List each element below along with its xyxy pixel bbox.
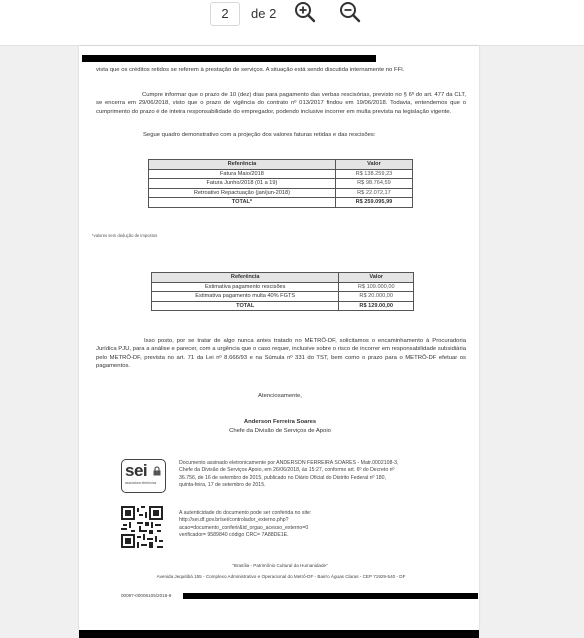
table-cell: R$ 109.000,00 xyxy=(339,282,414,292)
table-row xyxy=(149,169,413,179)
sei-logo xyxy=(121,459,166,493)
address-line: Avenida Jequitibá 155 - Complexo Administrativo e Operacional do Metrô-DF - Bairro Águas Claras - CEP 71929-540 - DF xyxy=(156,574,406,579)
table-cell: Retroativo Repactuação (jan/jun-2018) xyxy=(149,188,336,198)
table-cell: Estimativa pagamento rescisões xyxy=(152,282,339,292)
paragraph-1: vista que os créditos retidos se referem à prestação de serviços. A situação está sendo discutida internamente no FFI. xyxy=(96,67,405,73)
table-total-row xyxy=(152,301,414,311)
invoices-table xyxy=(148,159,413,208)
table-cell: Estimativa pagamento multa 40% FGTS xyxy=(152,292,339,302)
table-cell: R$ 20.000,00 xyxy=(339,292,414,302)
authenticity-text: A autenticidade do documento pode ser conferida no site: http://sei.df.gov.br/sei/controlador_externo.php? acao=documento_conferir&id_orgao_acesso_externo=0 verificador= 9589840 código CRC= 7A88DE1E. xyxy=(179,510,312,539)
qr-code-icon xyxy=(121,506,163,548)
table-row xyxy=(149,179,413,189)
table-row xyxy=(152,282,414,292)
sei-logo-word: sei xyxy=(125,461,148,480)
table-header: Referência xyxy=(152,273,339,283)
termination-table xyxy=(151,272,414,311)
sei-logo-subtitle: assinatura eletrônica xyxy=(125,481,157,485)
table-row xyxy=(152,292,414,302)
table-cell: R$ 129.00,00 xyxy=(339,301,414,311)
table-cell: R$ 259.095,99 xyxy=(335,198,412,208)
table-header: Valor xyxy=(339,273,414,283)
paragraph-2: Cumpre informar que o prazo de 10 (dez) dias para pagamento das verbas rescisórias, previsto no § 6º do art. 477 da CLT, se encerra em 29/06/2018, visto que o prazo de vigência do contrato nº 013/2017 findou em 19/06/2018. Todavia, entendemos que o cumprimento do prazo é de inteira responsabilidade do empregador, podendo inclusive incorrer em multa prevista na legislação vigente. xyxy=(96,92,466,115)
zoom-out-icon[interactable] xyxy=(338,0,362,24)
paragraph-4: Isso posto, por se tratar de algo nunca antes tratado no METRÔ-DF, solicitamos o encaminhamento à Procuradoria Jurídica PJU, para a análise e parecer, com a urgência que o caso requer, inclusive sobre o risco de incorrer em responsabilidade subsidiária pelo METRÔ-DF, prevista no art. 71 da Lei nº 8.666/93 e na Súmula nº 331 do TST, bem como o prazo para o METRÔ-DF efetuar os pagamentos. xyxy=(96,338,466,369)
redacted-footer xyxy=(183,593,478,599)
zoom-in-icon[interactable] xyxy=(293,0,317,24)
page-count-label: de 2 xyxy=(251,6,277,21)
table-cell: R$ 98.764,59 xyxy=(335,179,412,189)
next-page-edge xyxy=(79,630,479,638)
signer-role: Chefe da Divisão de Serviços de Apoio xyxy=(229,428,331,434)
table-cell: Fatura Maio/2018 xyxy=(149,169,336,179)
process-number: 00097-00006105/2018-9 xyxy=(121,593,172,598)
table-total-row xyxy=(149,198,413,208)
pdf-toolbar xyxy=(0,0,584,46)
table-cell: TOTAL* xyxy=(149,198,336,208)
signer-name: Anderson Ferreira Soares xyxy=(243,419,317,425)
heritage-line: "Brasília - Patrimônio Cultural da Humanidade" xyxy=(232,563,328,568)
paragraph-3: Segue quadro demonstrativo com a projeção dos valores faturas retidas e das rescisões: xyxy=(143,132,376,138)
table-cell: R$ 22.072,17 xyxy=(335,188,412,198)
table-header: Referência xyxy=(149,160,336,170)
lock-icon xyxy=(152,466,162,476)
footnote: *valores sem dedução de impostos xyxy=(92,233,158,238)
table-row xyxy=(149,188,413,198)
table-cell: TOTAL xyxy=(152,301,339,311)
page-number-input[interactable]: 2 xyxy=(210,2,240,26)
table-cell: R$ 138.259,23 xyxy=(335,169,412,179)
table-header: Valor xyxy=(335,160,412,170)
redacted-header xyxy=(82,55,376,62)
signature-text: Documento assinado eletronicamente por ANDERSON FERREIRA SOARES - Matr.0002108-3, Chefe da Divisão de Serviços Apoio, em 26/06/2018, às 15:27, conforme art. 6º do Decreto nº 36.756, de 16 de setembro de 2015, publicado no Diário Oficial do Distrito Federal nº 180, quinta-feira, 17 de setembro de 2015. xyxy=(179,460,399,489)
closing: Atenciosamente, xyxy=(258,393,302,399)
table-cell: Fatura Junho/2018 (01 a 19) xyxy=(149,179,336,189)
